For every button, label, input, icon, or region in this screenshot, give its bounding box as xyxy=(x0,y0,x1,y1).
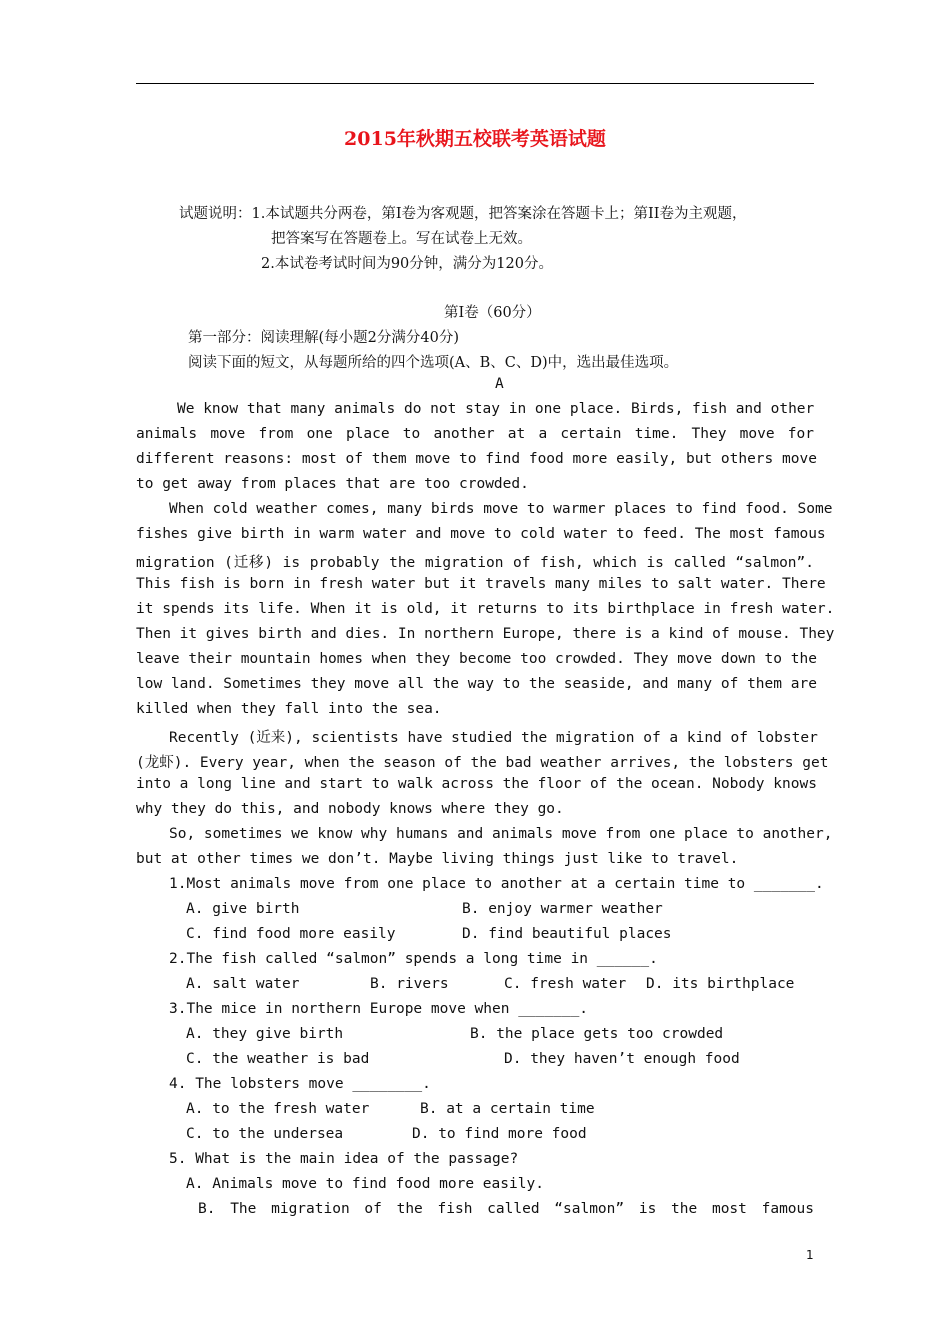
question-option[interactable]: C. find food more easily xyxy=(186,926,396,942)
question-option[interactable]: C. fresh water xyxy=(504,976,627,992)
question-stem: 2.The fish called “salmon” spends a long time in ______. xyxy=(169,951,658,967)
passage-line: This fish is born in fresh water but it travels many miles to salt water. There xyxy=(136,576,826,592)
question-option[interactable]: B. enjoy warmer weather xyxy=(462,901,663,917)
passage-line: different reasons: most of them move to find food more easily, but others move xyxy=(136,451,817,467)
passage-line: When cold weather comes, many birds move to warmer places to find food. Some xyxy=(169,501,833,517)
question-option[interactable]: A. salt water xyxy=(186,976,300,992)
instructions-line-1: 试题说明：1.本试题共分两卷，第Ⅰ卷为客观题，把答案涂在答题卡上；第II卷为主观题， xyxy=(179,206,747,222)
question-stem: 4. The lobsters move ________. xyxy=(169,1076,431,1092)
passage-line: fishes give birth in warm water and move to cold water to feed. The most famous xyxy=(136,526,826,542)
question-option[interactable]: B. at a certain time xyxy=(420,1101,595,1117)
passage-line: why they do this, and nobody knows where they go. xyxy=(136,801,564,817)
question-option[interactable]: C. the weather is bad xyxy=(186,1051,370,1067)
passage-line: Then it gives birth and dies. In northern Europe, there is a kind of mouse. They xyxy=(136,626,835,642)
instructions-line-2: 把答案写在答题卷上。写在试卷上无效。 xyxy=(271,231,532,247)
page-title: 2015年秋期五校联考英语试题 xyxy=(344,128,606,150)
passage-label: A xyxy=(495,376,504,392)
passage-line: migration (迁移) is probably the migration of fish, which is called “salmon”. xyxy=(136,555,814,571)
question-option[interactable]: D. find beautiful places xyxy=(462,926,672,942)
passage-line: it spends its life. When it is old, it returns to its birthplace in fresh water. xyxy=(136,601,835,617)
part-heading: 第一部分：阅读理解(每小题2分满分40分) xyxy=(188,330,459,346)
header-rule xyxy=(136,83,814,84)
question-option[interactable]: A. they give birth xyxy=(186,1026,344,1042)
question-option[interactable]: A. Animals move to find food more easily. xyxy=(186,1176,544,1192)
passage-line: into a long line and start to walk across the floor of the ocean. Nobody knows xyxy=(136,776,817,792)
question-stem: 3.The mice in northern Europe move when _______. xyxy=(169,1001,589,1017)
question-option[interactable]: D. to find more food xyxy=(412,1126,587,1142)
passage-line: to get away from places that are too crowded. xyxy=(136,476,529,492)
passage-line: killed when they fall into the sea. xyxy=(136,701,442,717)
question-option[interactable]: A. to the fresh water xyxy=(186,1101,370,1117)
passage-line: but at other times we don’t. Maybe living things just like to travel. xyxy=(136,851,739,867)
passage-line: low land. Sometimes they move all the way to the seaside, and many of them are xyxy=(136,676,817,692)
page-number: 1 xyxy=(806,1248,814,1262)
question-stem: 1.Most animals move from one place to another at a certain time to _______. xyxy=(169,876,824,892)
part-instruction: 阅读下面的短文，从每题所给的四个选项(A、B、C、D)中，选出最佳选项。 xyxy=(188,355,679,371)
question-option[interactable]: D. its birthplace xyxy=(646,976,795,992)
question-option[interactable]: B. the place gets too crowded xyxy=(470,1026,724,1042)
question-option[interactable]: B. rivers xyxy=(370,976,449,992)
question-stem: 5. What is the main idea of the passage? xyxy=(169,1151,519,1167)
question-option[interactable]: C. to the undersea xyxy=(186,1126,344,1142)
instructions-line-3: 2.本试卷考试时间为90分钟，满分为120分。 xyxy=(261,256,553,272)
passage-line: leave their mountain homes when they become too crowded. They move down to the xyxy=(136,651,817,667)
passage-line: (龙虾). Every year, when the season of the bad weather arrives, the lobsters get xyxy=(136,755,829,771)
passage-line: Recently (近来), scientists have studied the migration of a kind of lobster xyxy=(169,730,818,746)
passage-line: animals move from one place to another at a certain time. They move for xyxy=(136,426,814,442)
volume-heading: 第Ⅰ卷（60分） xyxy=(444,305,541,321)
question-option[interactable]: D. they haven’t enough food xyxy=(504,1051,740,1067)
question-option[interactable]: B. The migration of the fish called “salmon” is the most famous xyxy=(198,1201,814,1217)
passage-line: So, sometimes we know why humans and animals move from one place to another, xyxy=(169,826,833,842)
question-option[interactable]: A. give birth xyxy=(186,901,300,917)
passage-line: We know that many animals do not stay in one place. Birds, fish and other xyxy=(177,401,815,417)
